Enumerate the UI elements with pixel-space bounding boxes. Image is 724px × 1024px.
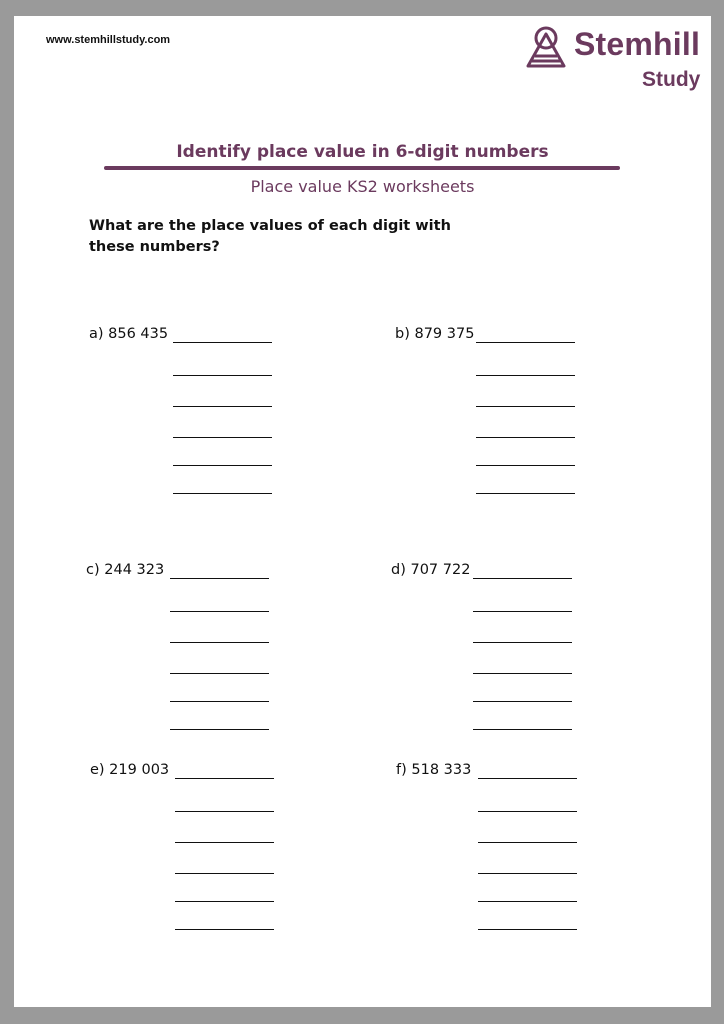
item-label: b) 879 375 — [395, 326, 475, 342]
answer-line[interactable] — [170, 673, 269, 674]
answer-line[interactable] — [173, 342, 272, 343]
stemhill-logo — [522, 22, 707, 94]
answer-line[interactable] — [476, 465, 575, 466]
answer-line[interactable] — [173, 493, 272, 494]
page-title: Identify place value in 6-digit numbers — [176, 142, 549, 162]
answer-line[interactable] — [473, 578, 572, 579]
answer-line[interactable] — [476, 493, 575, 494]
answer-line[interactable] — [476, 342, 575, 343]
answer-line[interactable] — [170, 729, 269, 730]
answer-line[interactable] — [478, 929, 577, 930]
answer-line[interactable] — [473, 611, 572, 612]
answer-line[interactable] — [175, 811, 274, 812]
answer-line[interactable] — [173, 465, 272, 466]
answer-line[interactable] — [170, 642, 269, 643]
website-url: www.stemhillstudy.com — [46, 34, 171, 46]
answer-line[interactable] — [473, 729, 572, 730]
answer-line[interactable] — [478, 873, 577, 874]
logo-mark-icon — [524, 24, 568, 68]
title-divider — [104, 166, 620, 170]
answer-line[interactable] — [170, 611, 269, 612]
answer-line[interactable] — [173, 375, 272, 376]
item-label: a) 856 435 — [89, 326, 169, 342]
answer-line[interactable] — [173, 406, 272, 407]
item-label: c) 244 323 — [86, 562, 165, 578]
answer-line[interactable] — [173, 437, 272, 438]
page-subtitle: Place value KS2 worksheets — [250, 177, 475, 196]
answer-line[interactable] — [476, 437, 575, 438]
item-label: d) 707 722 — [391, 562, 471, 578]
answer-line[interactable] — [175, 778, 274, 779]
worksheet-page — [14, 16, 711, 1007]
answer-line[interactable] — [478, 778, 577, 779]
item-label: e) 219 003 — [90, 762, 170, 778]
answer-line[interactable] — [476, 375, 575, 376]
answer-line[interactable] — [175, 842, 274, 843]
answer-line[interactable] — [175, 929, 274, 930]
item-label: f) 518 333 — [396, 762, 472, 778]
answer-line[interactable] — [476, 406, 575, 407]
answer-line[interactable] — [473, 673, 572, 674]
answer-line[interactable] — [473, 642, 572, 643]
answer-line[interactable] — [175, 901, 274, 902]
answer-line[interactable] — [170, 578, 269, 579]
answer-line[interactable] — [473, 701, 572, 702]
logo-word-stemhill: Stemhill — [574, 26, 701, 62]
answer-line[interactable] — [175, 873, 274, 874]
answer-line[interactable] — [478, 842, 577, 843]
logo-word-study: Study — [642, 68, 701, 91]
answer-line[interactable] — [170, 701, 269, 702]
answer-line[interactable] — [478, 811, 577, 812]
answer-line[interactable] — [478, 901, 577, 902]
question-text: What are the place values of each digit with these numbers? — [89, 218, 451, 255]
